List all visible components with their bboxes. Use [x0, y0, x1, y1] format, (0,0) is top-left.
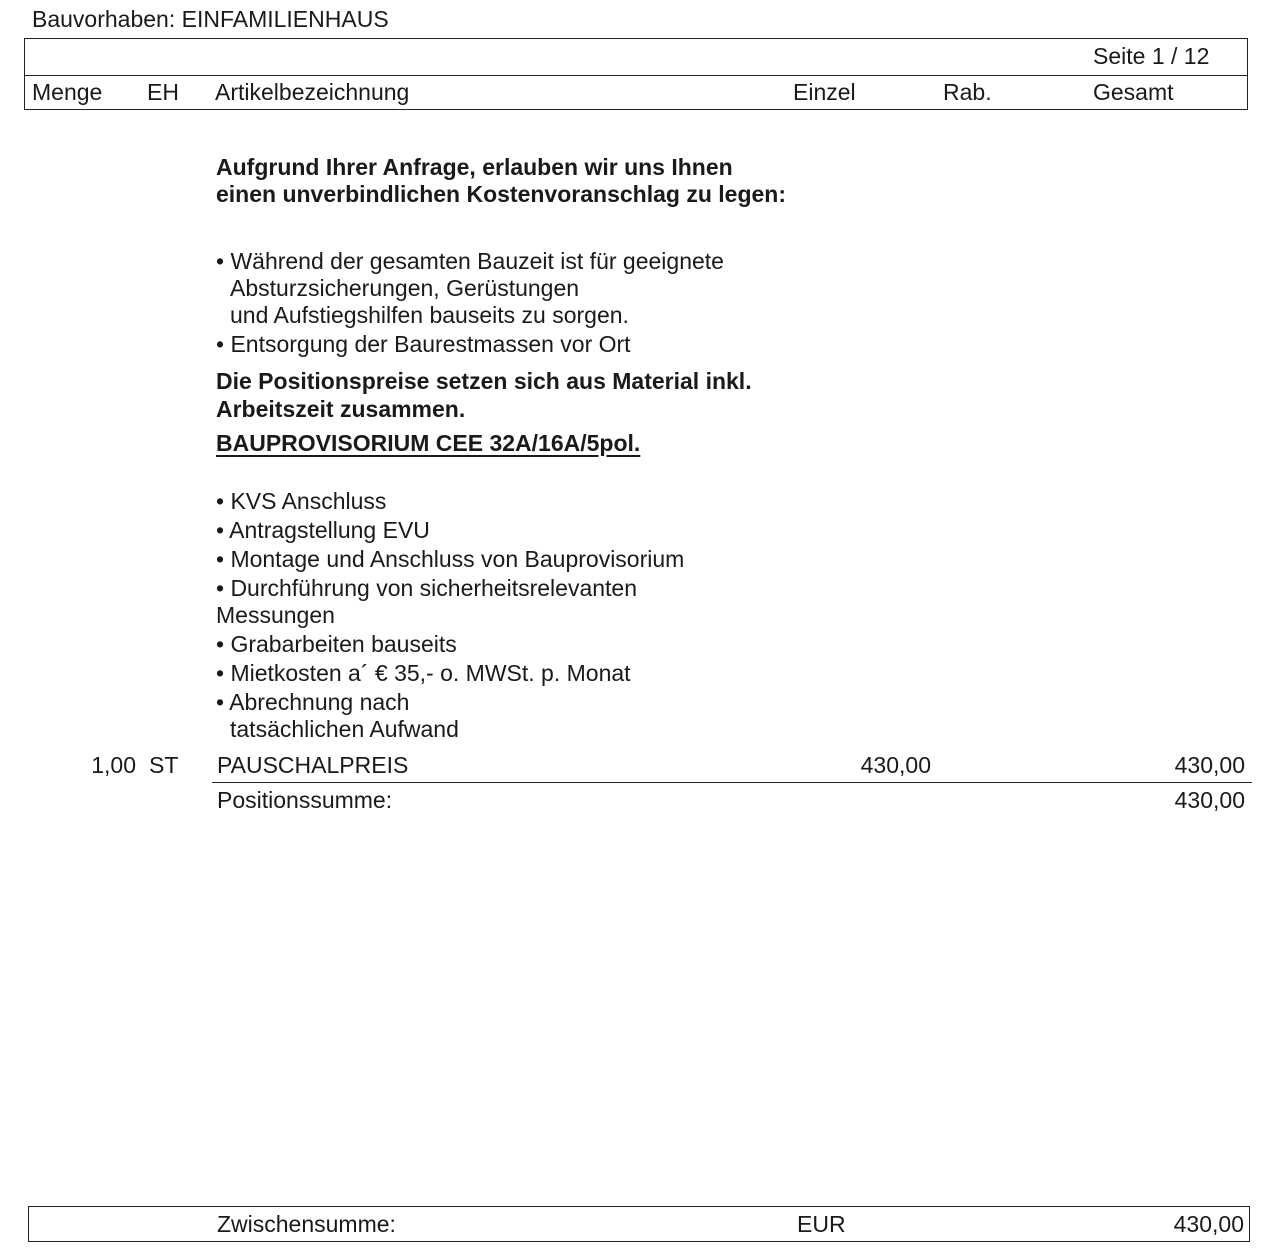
- column-gesamt: Gesamt: [1093, 79, 1174, 105]
- list-item: • Montage und Anschluss von Bauprovisorium: [216, 546, 685, 572]
- condition-item: Absturzsicherungen, Gerüstungen: [230, 275, 580, 301]
- section-title: BAUPROVISORIUM CEE 32A/16A/5pol.: [216, 430, 641, 456]
- subtotal-box: [28, 1206, 1250, 1242]
- project-title: Bauvorhaben: EINFAMILIENHAUS: [32, 6, 389, 32]
- items-list: [216, 488, 684, 743]
- condition-item: und Aufstiegshilfen bauseits zu sorgen.: [230, 302, 629, 328]
- position-unit: ST: [149, 752, 179, 778]
- condition-item: • Während der gesamten Bauzeit ist für geeignete: [216, 248, 724, 274]
- condition-item: • Entsorgung der Baurestmassen vor Ort: [216, 331, 631, 357]
- list-item: • KVS Anschluss: [216, 488, 387, 514]
- position-unit-price: 430,00: [860, 752, 931, 778]
- intro-text: Aufgrund Ihrer Anfrage, erlauben wir uns Ihnen einen unverbindlichen Kostenvoranschlag zu legen:: [216, 154, 786, 207]
- column-rab: Rab.: [943, 79, 992, 105]
- list-item: • Mietkosten a´ € 35,- o. MWSt. p. Monat: [216, 660, 631, 686]
- list-item: • Abrechnung nach: [216, 689, 410, 715]
- subtotal-value: 430,00: [1173, 1211, 1244, 1237]
- column-menge: Menge: [32, 79, 103, 105]
- subtotal-label: Zwischensumme:: [217, 1211, 396, 1237]
- position-quantity: 1,00: [91, 752, 136, 778]
- column-artikel: Artikelbezeichnung: [215, 79, 410, 105]
- position-sum-label: Positionssumme:: [217, 787, 393, 813]
- price-note-line: Die Positionspreise setzen sich aus Material inkl.: [216, 368, 752, 394]
- position-divider: [212, 782, 1252, 783]
- list-item: tatsächlichen Aufwand: [230, 716, 459, 742]
- price-note: [216, 367, 816, 423]
- subtotal-currency: EUR: [797, 1211, 846, 1237]
- position-total: 430,00: [1174, 752, 1245, 778]
- page-number: Seite 1 / 12: [1093, 43, 1210, 69]
- price-note-line: Arbeitszeit zusammen.: [216, 396, 466, 422]
- list-item: • Grabarbeiten bauseits: [216, 631, 457, 657]
- header-divider: [25, 75, 1247, 76]
- conditions-list: [216, 248, 724, 358]
- list-item: • Durchführung von sicherheitsrelevanten: [216, 575, 638, 601]
- list-item: Messungen: [216, 602, 335, 628]
- column-eh: EH: [147, 79, 179, 105]
- position-sum-value: 430,00: [1174, 787, 1245, 813]
- table-header: [24, 38, 1248, 110]
- list-item: • Antragstellung EVU: [216, 517, 430, 543]
- position-description: PAUSCHALPREIS: [217, 752, 409, 778]
- column-einzel: Einzel: [793, 79, 856, 105]
